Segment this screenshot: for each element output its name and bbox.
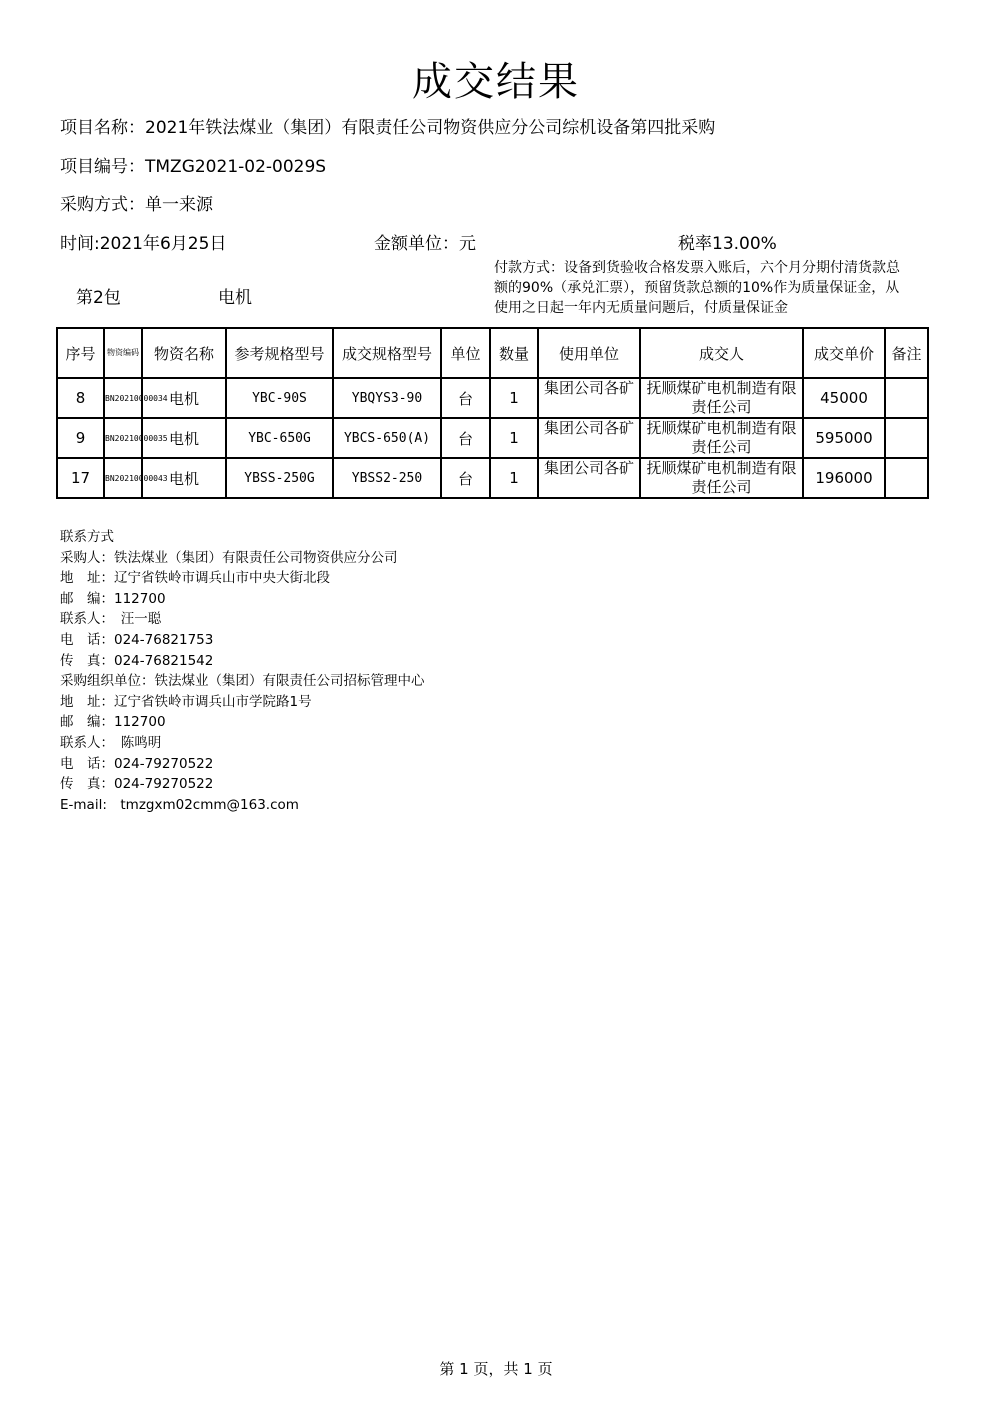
cell-supplier — [640, 418, 803, 458]
cell-deal-spec: YBSS2-250 — [333, 458, 441, 498]
header-cell: 参考规格型号 — [226, 328, 333, 378]
contact-line: 邮 编：112700 — [60, 714, 166, 731]
tax-rate: 税率13.00% — [678, 234, 777, 254]
contact-line: 传 真：024-79270522 — [60, 776, 214, 793]
cell-material-name: 电机 — [142, 378, 226, 418]
header-cell: 备注 — [885, 328, 928, 378]
contact-line: 电 话：024-79270522 — [60, 755, 214, 772]
contact-line: 电 话：024-76821753 — [60, 631, 214, 648]
procurement-method: 采购方式：单一来源 — [60, 195, 213, 215]
cell-supplier — [640, 458, 803, 498]
package-name: 电机 — [218, 288, 252, 308]
table-row — [57, 458, 928, 498]
cell-unit: 台 — [441, 458, 490, 498]
header-cell: 序号 — [57, 328, 104, 378]
cell-user-unit — [538, 458, 640, 498]
contact-heading: 联系方式 — [60, 529, 114, 545]
date: 时间:2021年6月25日 — [60, 234, 227, 254]
contact-email: E-mail: tmzgxm02cmm@163.com — [60, 796, 299, 813]
page-footer: 第 1 页，共 1 页 — [439, 1360, 553, 1378]
supplier-text: 抚顺煤矿电机制造有限责任公司 — [646, 459, 797, 496]
page-title: 成交结果 — [412, 59, 580, 105]
cell-supplier — [640, 378, 803, 418]
header-cell: 成交单价 — [803, 328, 885, 378]
currency-unit: 金额单位：元 — [374, 234, 476, 254]
header-cell: 数量 — [490, 328, 538, 378]
cell-material-name: 电机 — [142, 458, 226, 498]
header-cell: 单位 — [441, 328, 490, 378]
cell-qty: 1 — [490, 458, 538, 498]
cell-price: 595000 — [803, 418, 885, 458]
cell-ref-spec: YBC-90S — [226, 378, 333, 418]
user-unit-text: 集团公司各矿 — [543, 379, 634, 397]
header-cell: 物资编码 — [104, 328, 142, 378]
contact-section — [60, 527, 425, 815]
cell-material-code: BN20210000043 — [104, 458, 142, 498]
package-number: 第2包 — [76, 288, 121, 308]
cell-user-unit — [538, 418, 640, 458]
cell-remark — [885, 378, 928, 418]
contact-line: 邮 编：112700 — [60, 590, 166, 607]
header-cell: 使用单位 — [538, 328, 640, 378]
cell-deal-spec: YBQYS3-90 — [333, 378, 441, 418]
cell-unit: 台 — [441, 418, 490, 458]
table-row — [57, 418, 928, 458]
cell-remark — [885, 458, 928, 498]
contact-line: 地 址：辽宁省铁岭市调兵山市学院路1号 — [60, 693, 312, 710]
cell-ref-spec: YBSS-250G — [226, 458, 333, 498]
cell-price: 45000 — [803, 378, 885, 418]
result-table — [56, 327, 929, 499]
cell-material-code: BN20210000034 — [104, 378, 142, 418]
table-header-row — [57, 328, 928, 378]
contact-line: 传 真：024-76821542 — [60, 652, 214, 669]
user-unit-text: 集团公司各矿 — [543, 459, 634, 477]
user-unit-text: 集团公司各矿 — [543, 419, 634, 437]
contact-line: 联系人： 汪一聪 — [60, 611, 162, 628]
cell-unit: 台 — [441, 378, 490, 418]
cell-deal-spec: YBCS-650(A) — [333, 418, 441, 458]
table-row — [57, 378, 928, 418]
cell-material-code: BN20210000035 — [104, 418, 142, 458]
supplier-text: 抚顺煤矿电机制造有限责任公司 — [646, 379, 797, 416]
contact-line: 联系人： 陈鸣明 — [60, 734, 162, 751]
project-name: 项目名称：2021年铁法煤业（集团）有限责任公司物资供应分公司综机设备第四批采购 — [60, 118, 716, 138]
header-cell: 成交规格型号 — [333, 328, 441, 378]
cell-remark — [885, 418, 928, 458]
contact-line: 采购人：铁法煤业（集团）有限责任公司物资供应分公司 — [60, 549, 398, 566]
cell-ref-spec: YBC-650G — [226, 418, 333, 458]
cell-qty: 1 — [490, 378, 538, 418]
cell-seq: 17 — [57, 458, 104, 498]
cell-seq: 9 — [57, 418, 104, 458]
supplier-text: 抚顺煤矿电机制造有限责任公司 — [646, 419, 797, 456]
header-cell: 成交人 — [640, 328, 803, 378]
cell-price: 196000 — [803, 458, 885, 498]
cell-user-unit — [538, 378, 640, 418]
contact-line: 地 址：辽宁省铁岭市调兵山市中央大街北段 — [60, 570, 330, 587]
contact-line: 采购组织单位：铁法煤业（集团）有限责任公司招标管理中心 — [60, 673, 425, 690]
cell-material-name: 电机 — [142, 418, 226, 458]
cell-seq: 8 — [57, 378, 104, 418]
project-code: 项目编号：TMZG2021-02-0029S — [60, 157, 327, 177]
payment-terms: 付款方式：设备到货验收合格发票入账后，六个月分期付清货款总额的90%（承兑汇票），预留货款总额的10%作为质量保证金，从使用之日起一年内无质量问题后，付质量保证金 — [494, 260, 900, 316]
header-cell: 物资名称 — [142, 328, 226, 378]
cell-qty: 1 — [490, 418, 538, 458]
